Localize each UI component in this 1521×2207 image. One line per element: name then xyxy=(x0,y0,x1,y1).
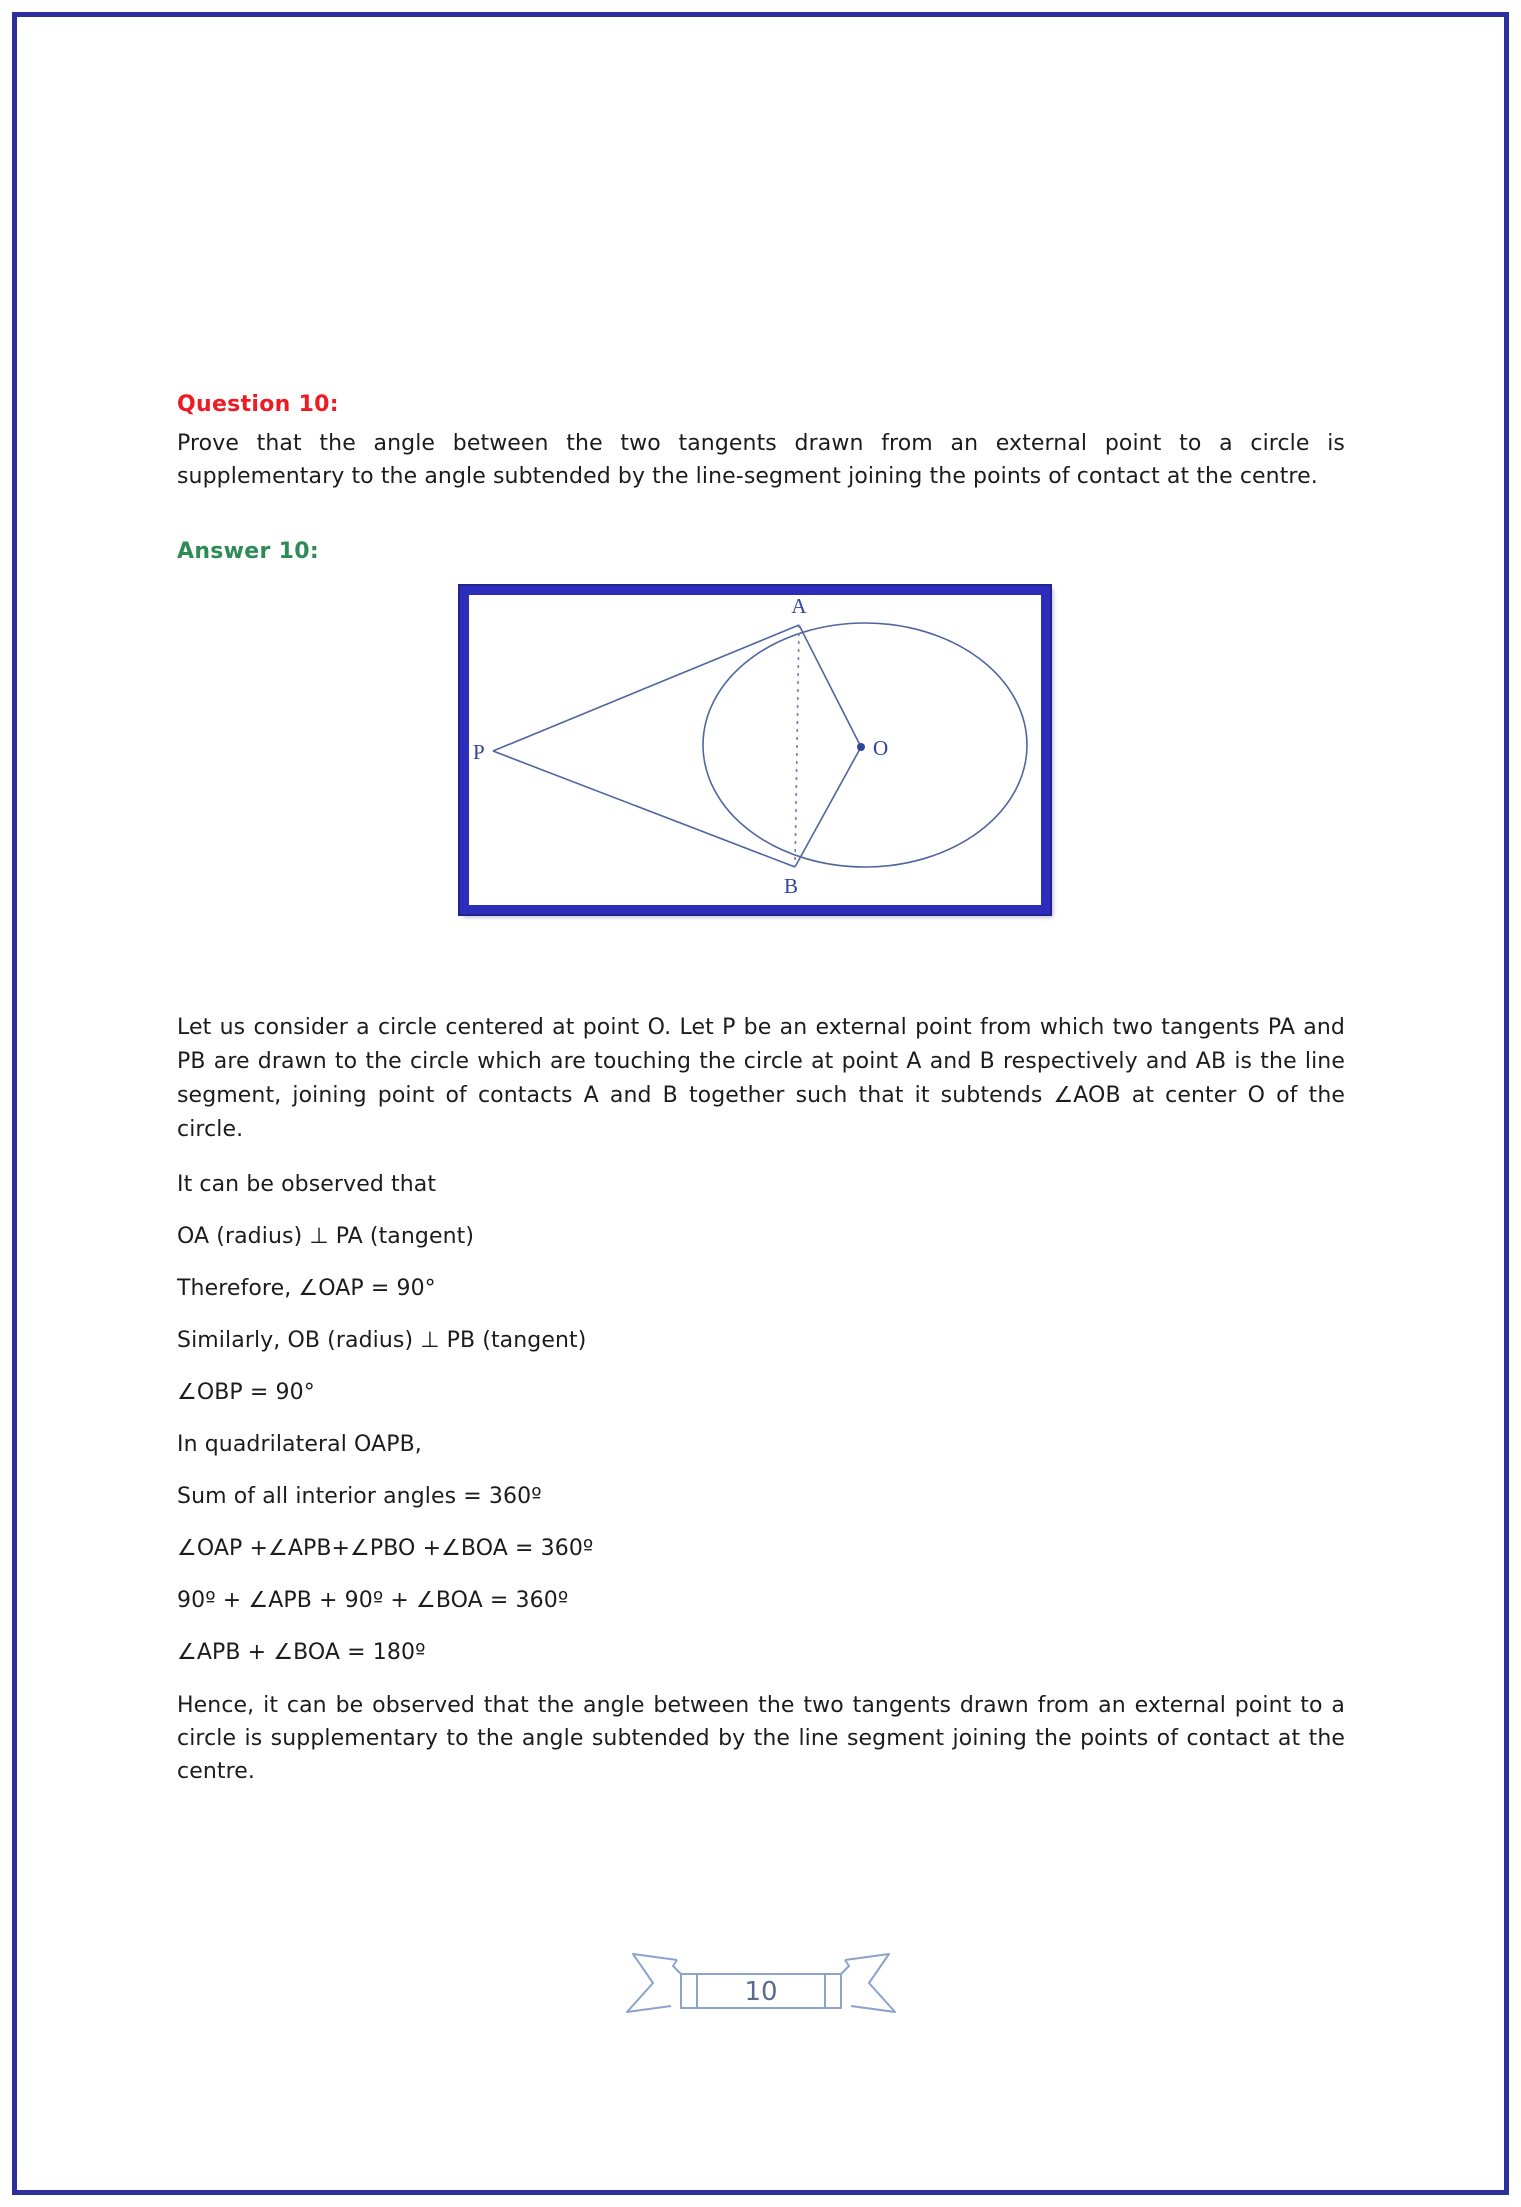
page-number: 10 xyxy=(743,1977,778,2007)
ribbon-right-fold xyxy=(841,1960,849,1974)
point-p-label: P xyxy=(473,740,485,764)
chord-ab-dashed-line xyxy=(795,625,799,867)
statement-line: Sum of all interior angles = 360º xyxy=(177,1484,542,1509)
statement-line: OA (radius) ⊥ PA (tangent) xyxy=(177,1224,475,1249)
statement-line: In quadrilateral OAPB, xyxy=(177,1432,422,1457)
question-label: Question 10: xyxy=(177,392,339,417)
center-o-label: O xyxy=(873,736,889,760)
answer-paragraph-2: Hence, it can be observed that the angle between the two tangents drawn from an external point to a circle is supplementary to the angle subtended by the line segment joining the points of contact at the centre. xyxy=(177,1693,1345,1784)
statement-line: ∠APB + ∠BOA = 180º xyxy=(177,1640,426,1665)
statement-line: Similarly, OB (radius) ⊥ PB (tangent) xyxy=(177,1328,587,1353)
tangent-pb-line xyxy=(493,751,795,867)
question-text: Prove that the angle between the two tangents drawn from an external point to a circle is supplementary to the angle subtended by the line-segment joining the points of contact at the centre. xyxy=(177,431,1345,489)
ribbon-left-fold xyxy=(673,1960,681,1974)
figure-frame xyxy=(460,586,1050,914)
statement-line: It can be observed that xyxy=(177,1172,437,1197)
tangent-circle-diagram xyxy=(469,595,1041,905)
tangent-pa-line xyxy=(493,625,799,751)
statement-line: 90º + ∠APB + 90º + ∠BOA = 360º xyxy=(177,1588,569,1613)
statement-line: ∠OAP +∠APB+∠PBO +∠BOA = 360º xyxy=(177,1536,594,1561)
statement-line: Therefore, ∠OAP = 90° xyxy=(177,1276,436,1301)
answer-label: Answer 10: xyxy=(177,539,319,564)
ribbon-left-tail xyxy=(627,1954,677,2012)
circle-shape xyxy=(703,623,1027,867)
answer-paragraph-1: Let us consider a circle centered at point O. Let P be an external point from which two tangents PA and PB are drawn to the circle which are touching the circle at point A and B respectively and AB is the line segment, joining point of contacts A and B together such that it subtends ∠AOB at center O of the circle. xyxy=(177,1015,1345,1142)
statement-line: ∠OBP = 90° xyxy=(177,1380,315,1405)
radius-ob-line xyxy=(795,747,861,867)
radius-oa-line xyxy=(799,625,861,747)
page-footer xyxy=(0,1950,1521,2035)
point-b-label: B xyxy=(783,874,799,898)
ribbon-right-tail xyxy=(845,1954,895,2012)
center-o-dot xyxy=(857,743,865,751)
point-a-label: A xyxy=(791,595,807,618)
page-number-ribbon-icon xyxy=(611,1950,911,2035)
page-content xyxy=(177,0,1345,1788)
